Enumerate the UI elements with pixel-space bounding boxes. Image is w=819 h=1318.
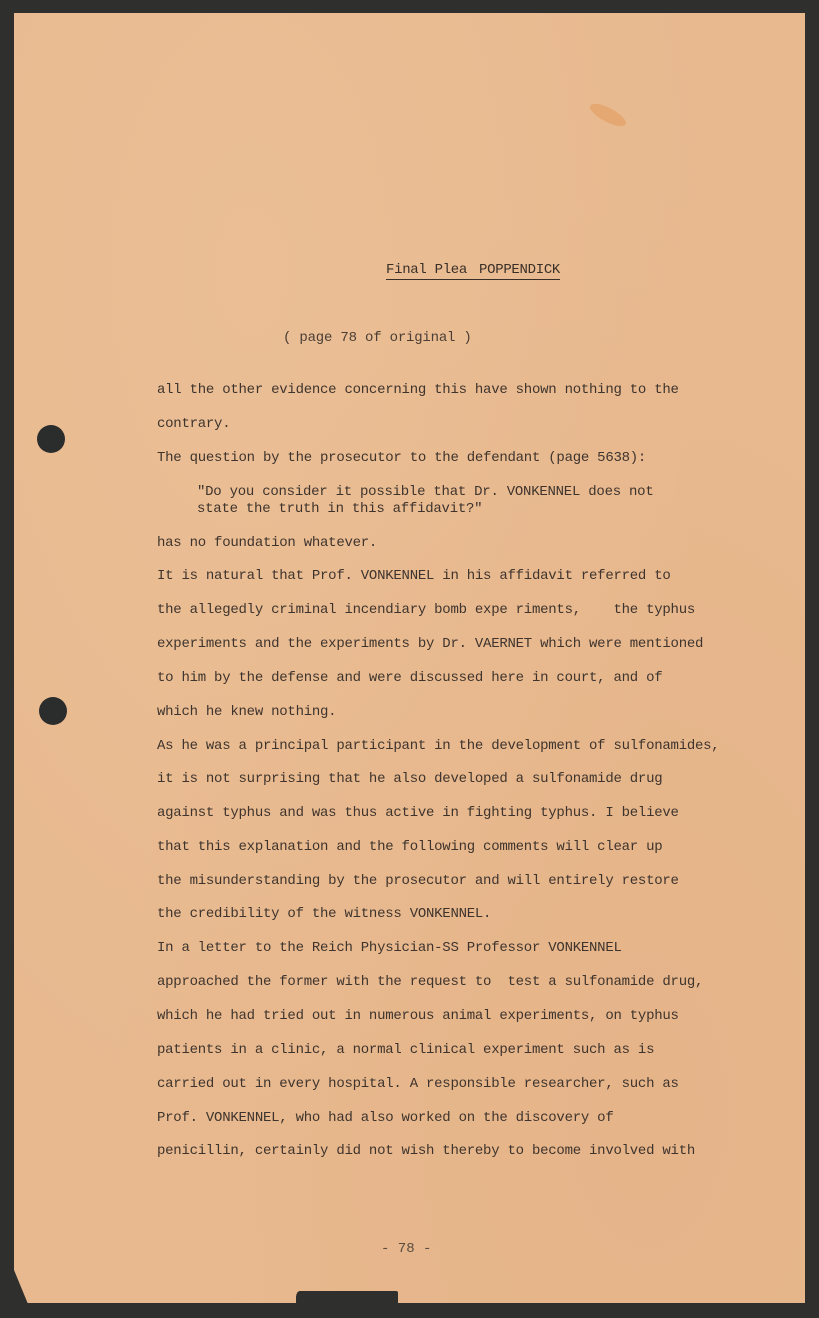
text-line: patients in a clinic, a normal clinical experiment such as is <box>157 1042 655 1058</box>
text-line: the credibility of the witness VONKENNEL. <box>157 906 492 922</box>
text-line: which he had tried out in numerous animal experiments, on typhus <box>157 1008 679 1024</box>
text-line: As he was a principal participant in the development of sulfonamides, <box>157 738 720 754</box>
paper-tear-bottom <box>296 1291 398 1305</box>
text-line: all the other evidence concerning this have shown nothing to the <box>157 382 679 398</box>
text-line: carried out in every hospital. A responsible researcher, such as <box>157 1076 679 1092</box>
text-line: which he knew nothing. <box>157 704 337 720</box>
quoted-line: "Do you consider it possible that Dr. VONKENNEL does not <box>197 484 654 500</box>
document-title <box>386 262 560 280</box>
text-line: it is not surprising that he also developed a sulfonamide drug <box>157 771 663 787</box>
text-line: the misunderstanding by the prosecutor and will entirely restore <box>157 873 679 889</box>
punch-hole-top <box>37 425 65 453</box>
quoted-line: state the truth in this affidavit?" <box>197 501 483 517</box>
text-line: It is natural that Prof. VONKENNEL in his affidavit referred to <box>157 568 671 584</box>
original-page-reference: ( page 78 of original ) <box>283 330 472 346</box>
text-line: the allegedly criminal incendiary bomb expe riments, the typhus <box>157 602 695 618</box>
text-line: that this explanation and the following comments will clear up <box>157 839 663 855</box>
page-number: - 78 - <box>381 1241 432 1257</box>
text-line: penicillin, certainly did not wish thereby to become involved with <box>157 1143 695 1159</box>
text-line: In a letter to the Reich Physician-SS Professor VONKENNEL <box>157 940 622 956</box>
punch-hole-bottom <box>39 697 67 725</box>
text-line: to him by the defense and were discussed here in court, and of <box>157 670 663 686</box>
text-line: experiments and the experiments by Dr. VAERNET which were mentioned <box>157 636 704 652</box>
text-line: against typhus and was thus active in fighting typhus. I believe <box>157 805 679 821</box>
text-line: has no foundation whatever. <box>157 535 378 551</box>
text-line: approached the former with the request to test a sulfonamide drug, <box>157 974 704 990</box>
text-line: contrary. <box>157 416 231 432</box>
title-part-2: POPPENDICK <box>479 262 561 278</box>
title-part-1: Final Plea <box>386 262 468 278</box>
paper-tear-corner <box>14 1270 28 1304</box>
text-line: The question by the prosecutor to the defendant (page 5638): <box>157 450 647 466</box>
text-line: Prof. VONKENNEL, who had also worked on the discovery of <box>157 1110 614 1126</box>
